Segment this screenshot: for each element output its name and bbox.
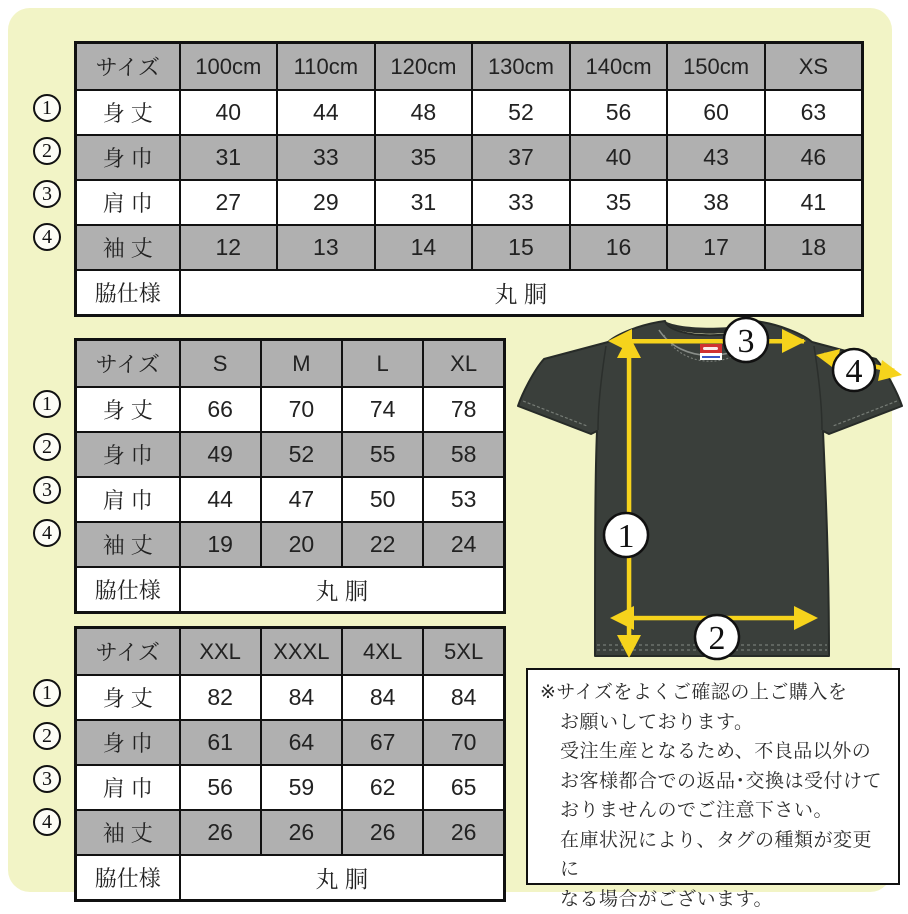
row-label: 肩 巾: [76, 477, 180, 522]
row-label: 肩 巾: [76, 765, 180, 810]
side-spec-value: 丸 胴: [180, 855, 505, 901]
measurement-value: 13: [277, 225, 375, 270]
measurement-row: [76, 765, 505, 810]
row-marker-1: 1: [33, 390, 61, 418]
measurement-value: 63: [765, 90, 863, 135]
row-label: 身 巾: [76, 720, 180, 765]
measurement-value: 41: [765, 180, 863, 225]
measurement-row: [76, 522, 505, 567]
size-column-header: XXXL: [261, 628, 342, 676]
side-spec-row: [76, 567, 505, 613]
header-row: [76, 628, 505, 676]
measurement-value: 84: [423, 675, 504, 720]
measurement-value: 24: [423, 522, 504, 567]
measurement-value: 66: [180, 387, 261, 432]
measurement-value: 46: [765, 135, 863, 180]
row-marker-4: 4: [33, 519, 61, 547]
measurement-value: 35: [570, 180, 668, 225]
note-line: お願いしております。: [540, 708, 890, 738]
measurement-value: 59: [261, 765, 342, 810]
note-line: 在庫状況により、タグの種類が変更に: [540, 826, 890, 885]
measurement-value: 19: [180, 522, 261, 567]
measurement-value: 22: [342, 522, 423, 567]
measurement-value: 26: [180, 810, 261, 855]
size-column-header: 150cm: [667, 43, 765, 91]
measurement-value: 52: [472, 90, 570, 135]
row-label: 身 丈: [76, 90, 180, 135]
measurement-value: 26: [423, 810, 504, 855]
chart-background: [8, 8, 892, 892]
adult-size-table: [74, 338, 506, 614]
size-column-header: M: [261, 340, 342, 388]
measurement-value: 50: [342, 477, 423, 522]
row-marker-1: 1: [33, 94, 61, 122]
measurement-value: 20: [261, 522, 342, 567]
measurement-row: [76, 90, 863, 135]
size-column-header: 140cm: [570, 43, 668, 91]
size-column-header: 100cm: [180, 43, 278, 91]
kids-size-table: [74, 41, 864, 317]
measurement-value: 29: [277, 180, 375, 225]
row-label: 身 丈: [76, 675, 180, 720]
measurement-value: 65: [423, 765, 504, 810]
marker-3-label: 3: [738, 323, 755, 360]
measurement-value: 84: [261, 675, 342, 720]
row-marker-2: 2: [33, 433, 61, 461]
measurement-value: 31: [375, 180, 473, 225]
big-row-markers: [33, 679, 63, 836]
row-marker-2: 2: [33, 137, 61, 165]
note-line: なる場合がございます。: [540, 885, 890, 914]
size-column-header: 130cm: [472, 43, 570, 91]
size-column-header: 110cm: [277, 43, 375, 91]
tshirt-graphic: [513, 308, 908, 668]
row-marker-1: 1: [33, 679, 61, 707]
side-spec-value: 丸 胴: [180, 567, 505, 613]
measurement-value: 78: [423, 387, 504, 432]
measurement-row: [76, 432, 505, 477]
marker-4-label: 4: [846, 353, 863, 390]
measurement-value: 26: [261, 810, 342, 855]
row-label: 肩 巾: [76, 180, 180, 225]
measurement-row: [76, 180, 863, 225]
measurement-value: 38: [667, 180, 765, 225]
measurement-row: [76, 720, 505, 765]
measurement-value: 84: [342, 675, 423, 720]
row-marker-3: 3: [33, 476, 61, 504]
measurement-value: 61: [180, 720, 261, 765]
note-line: ※サイズをよくご確認の上ご購入を: [540, 678, 890, 708]
note-line: 受注生産となるため、不良品以外の: [540, 737, 890, 767]
measurement-value: 52: [261, 432, 342, 477]
measurement-value: 31: [180, 135, 278, 180]
measurement-value: 40: [180, 90, 278, 135]
size-column-header: XXL: [180, 628, 261, 676]
side-spec-label: 脇仕様: [76, 270, 180, 316]
measurement-value: 17: [667, 225, 765, 270]
measurement-value: 53: [423, 477, 504, 522]
brand-tag-icon: [700, 344, 722, 360]
measurement-value: 58: [423, 432, 504, 477]
row-label: 身 巾: [76, 432, 180, 477]
measurement-value: 16: [570, 225, 668, 270]
measurement-value: 74: [342, 387, 423, 432]
note-box: [526, 668, 900, 885]
measurement-value: 44: [277, 90, 375, 135]
measurement-value: 40: [570, 135, 668, 180]
measurement-value: 60: [667, 90, 765, 135]
size-column-header: 120cm: [375, 43, 473, 91]
measurement-value: 37: [472, 135, 570, 180]
size-column-header: 4XL: [342, 628, 423, 676]
side-spec-label: 脇仕様: [76, 567, 180, 613]
size-column-header: XS: [765, 43, 863, 91]
measurement-value: 33: [472, 180, 570, 225]
size-column-header: 5XL: [423, 628, 504, 676]
row-marker-3: 3: [33, 180, 61, 208]
measurement-value: 67: [342, 720, 423, 765]
measurement-value: 14: [375, 225, 473, 270]
marker-2-label: 2: [709, 620, 726, 657]
measurement-value: 70: [261, 387, 342, 432]
measurement-row: [76, 675, 505, 720]
tshirt-diagram: [513, 308, 908, 668]
marker-1-label: 1: [618, 518, 635, 555]
row-marker-4: 4: [33, 223, 61, 251]
measurement-value: 82: [180, 675, 261, 720]
measurement-value: 27: [180, 180, 278, 225]
size-column-header: XL: [423, 340, 504, 388]
measurement-value: 48: [375, 90, 473, 135]
size-column-header: L: [342, 340, 423, 388]
measurement-value: 12: [180, 225, 278, 270]
side-spec-row: [76, 855, 505, 901]
row-label: 身 巾: [76, 135, 180, 180]
measurement-value: 49: [180, 432, 261, 477]
row-label: 袖 丈: [76, 225, 180, 270]
measurement-value: 18: [765, 225, 863, 270]
measurement-row: [76, 810, 505, 855]
row-label: 袖 丈: [76, 522, 180, 567]
big-size-table: [74, 626, 506, 902]
measurement-row: [76, 135, 863, 180]
measurement-value: 33: [277, 135, 375, 180]
measurement-value: 56: [180, 765, 261, 810]
side-spec-value: 丸 胴: [180, 270, 863, 316]
measurement-value: 64: [261, 720, 342, 765]
note-line: おりませんのでご注意下さい。: [540, 796, 890, 826]
header-row: [76, 43, 863, 91]
row-label: 袖 丈: [76, 810, 180, 855]
adult-row-markers: [33, 390, 63, 547]
row-marker-4: 4: [33, 808, 61, 836]
header-row: [76, 340, 505, 388]
measurement-row: [76, 387, 505, 432]
row-marker-3: 3: [33, 765, 61, 793]
measurement-value: 35: [375, 135, 473, 180]
measurement-value: 43: [667, 135, 765, 180]
measurement-value: 55: [342, 432, 423, 477]
note-line: お客様都合での返品･交換は受付けて: [540, 767, 890, 797]
size-label-header: サイズ: [76, 628, 180, 676]
size-label-header: サイズ: [76, 43, 180, 91]
measurement-value: 26: [342, 810, 423, 855]
row-label: 身 丈: [76, 387, 180, 432]
size-label-header: サイズ: [76, 340, 180, 388]
side-spec-label: 脇仕様: [76, 855, 180, 901]
measurement-value: 70: [423, 720, 504, 765]
kids-row-markers: [33, 94, 63, 251]
measurement-value: 15: [472, 225, 570, 270]
measurement-row: [76, 477, 505, 522]
measurement-value: 47: [261, 477, 342, 522]
row-marker-2: 2: [33, 722, 61, 750]
measurement-value: 44: [180, 477, 261, 522]
measurement-value: 62: [342, 765, 423, 810]
measurement-value: 56: [570, 90, 668, 135]
measurement-row: [76, 225, 863, 270]
size-column-header: S: [180, 340, 261, 388]
